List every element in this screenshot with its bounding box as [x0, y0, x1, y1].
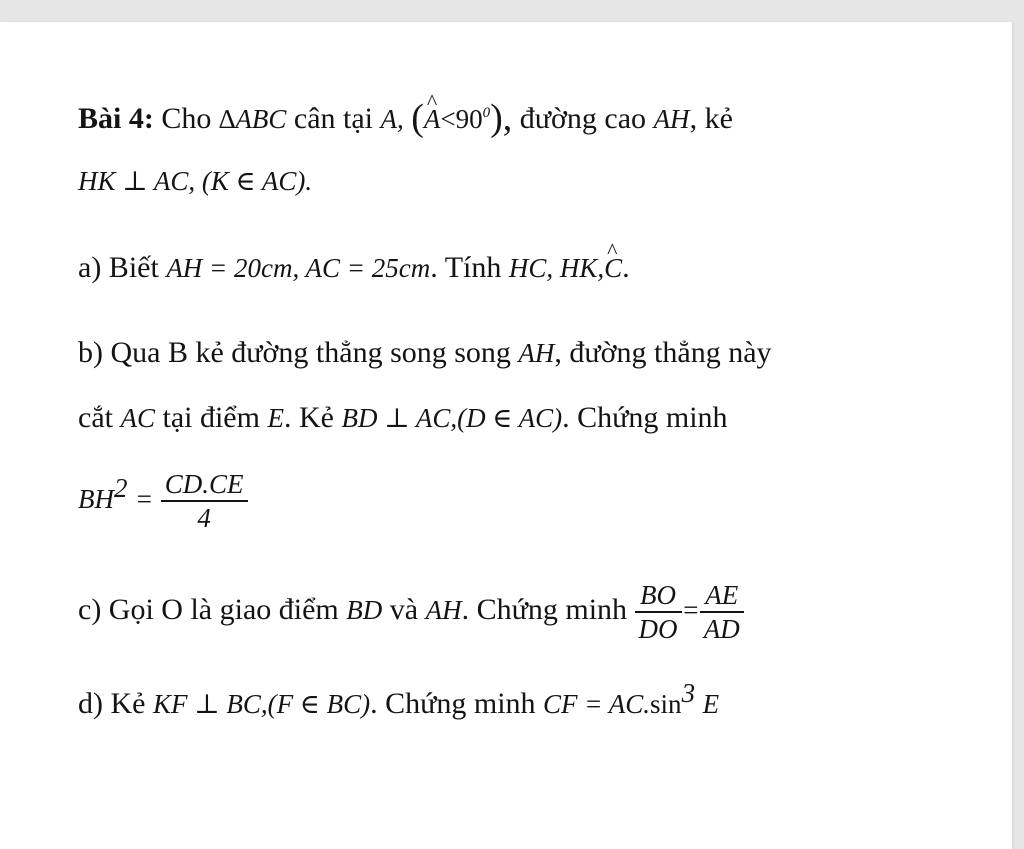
- sin-exponent: 3: [681, 678, 696, 708]
- point-e: E: [267, 403, 284, 433]
- part-a-calc-text: . Tính: [430, 251, 502, 284]
- altitude-ah: AH: [653, 104, 690, 134]
- part-b-formula: $BH^2$ = $\frac{CD.CE}{4}$: [78, 468, 248, 534]
- formula-lhs: BH: [78, 483, 114, 514]
- fraction-cd-ce: [161, 468, 248, 534]
- fraction-denominator: 4: [197, 503, 211, 533]
- fraction-ae-ad: $\frac{AE}{AD}$: [700, 579, 744, 645]
- perpendicular-kf: KF ⊥ BC,(F ∈ BC): [152, 689, 371, 719]
- vertex-a: A,: [380, 104, 404, 134]
- part-c: c) Gọi O là giao điểm BD và AH. Chứng minh $\frac{BO}{DO}$ = $\frac{AE}{AD}$: [78, 574, 744, 646]
- problem-line-1: [78, 97, 733, 139]
- altitude-text: đường cao: [519, 102, 647, 135]
- part-a-given: AH = 20cm, AC = 25cm: [166, 253, 431, 283]
- part-b-ah: AH: [518, 338, 555, 368]
- perpendicular-bd: BD ⊥ AC,(D ∈ AC): [341, 403, 563, 433]
- angle-c: ^ C: [604, 250, 622, 286]
- formula-exponent: 2: [114, 472, 128, 503]
- degree-sign: 0: [482, 105, 491, 121]
- segment-bd: BD: [346, 595, 383, 625]
- angle-a: ^ A: [424, 101, 441, 137]
- triangle-abc: ∆ABC: [218, 104, 287, 134]
- problem-label: Bài 4:: [78, 102, 154, 135]
- problem-line-2: [78, 163, 312, 199]
- part-b-line-1: [78, 335, 772, 371]
- perpendicular-hk: HK ⊥ AC, (K ∈ AC).: [78, 166, 313, 196]
- isosceles-text: cân tại: [293, 102, 373, 135]
- part-a-label: a) Biết: [78, 251, 159, 284]
- fraction-numerator: CD.CE: [161, 468, 248, 502]
- part-a: a) Biết AH = 20cm, AC = 25cm. Tính HC, HK,^ C.: [78, 250, 630, 286]
- part-b-line-2: cắt AC tại điểm E. Kẻ BD ⊥ AC,(D ∈ AC). Chứng minh: [78, 401, 728, 434]
- document-page: [0, 22, 1012, 849]
- part-d: d) Kẻ KF ⊥ BC,(F ∈ BC). Chứng minh CF = $AC.\sin^3$ E: [78, 678, 720, 720]
- part-b-text-1: b) Qua B kẻ đường thẳng song song: [78, 336, 511, 369]
- intro-text: Cho: [161, 102, 212, 135]
- fraction-bo-do: $\frac{BO}{DO}$: [635, 579, 682, 645]
- angle-condition: (^ $A<90^0$),: [411, 104, 512, 134]
- draw-text: , kẻ: [689, 102, 733, 135]
- var-e: E: [702, 689, 720, 719]
- segment-ah: AH: [425, 595, 462, 625]
- segment-ac: AC: [120, 403, 155, 433]
- part-a-find: HC, HK,: [508, 253, 605, 283]
- part-b-text-2: , đường thẳng này: [554, 336, 772, 369]
- equation-cf: CF = AC.: [543, 689, 651, 719]
